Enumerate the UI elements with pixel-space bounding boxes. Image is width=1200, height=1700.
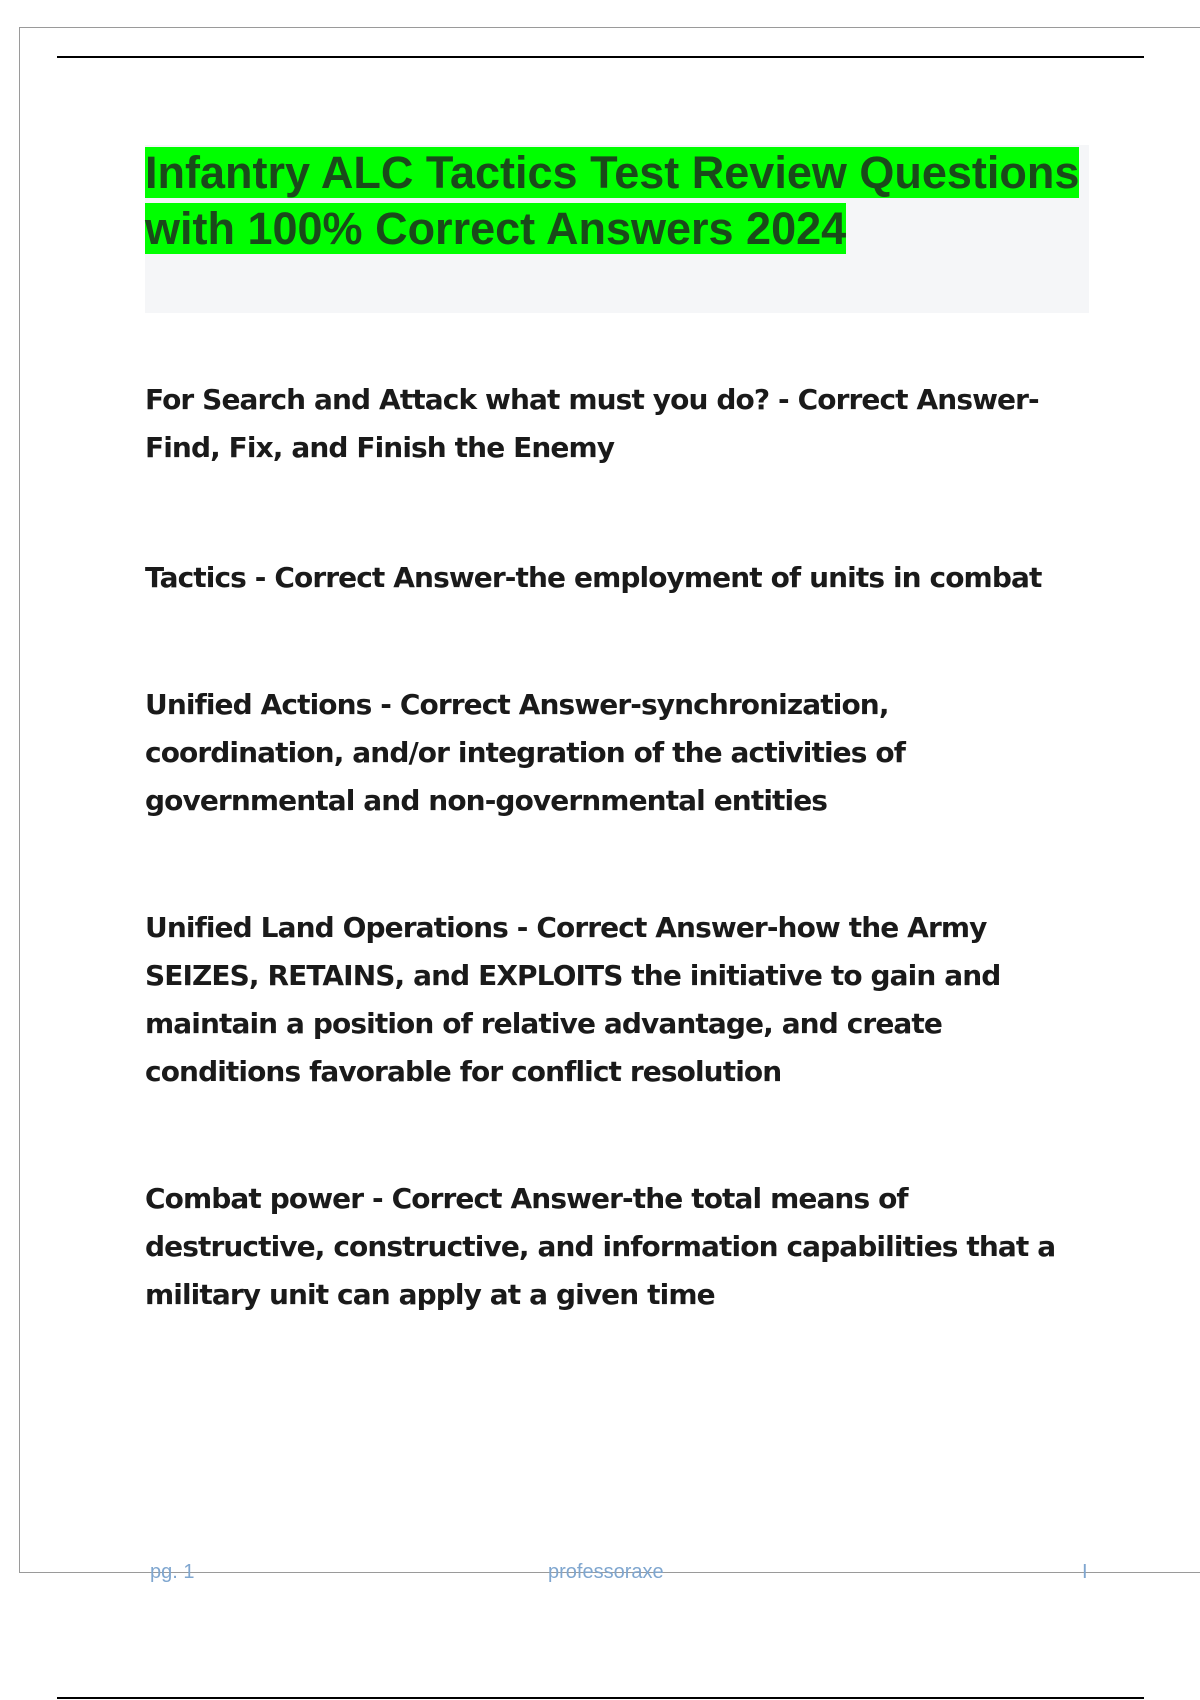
qa-item: Unified Land Operations - Correct Answer-how the Army SEIZES, RETAINS, and EXPLOITS the initiative to gain and maintain a position of relative advantage, and create conditions favorable for conflict resolution [145, 911, 1001, 1088]
document-title-text: Infantry ALC Tactics Test Review Questions with 100% Correct Answers 2024 [145, 147, 1080, 254]
footer-author: professoraxe [548, 1561, 664, 1583]
qa-item: Tactics - Correct Answer-the employment of units in combat [145, 561, 1042, 594]
next-page-header-rule [57, 1697, 1144, 1699]
header-rule [57, 56, 1144, 58]
document-title [145, 145, 1089, 257]
title-block [145, 145, 1089, 313]
footer-page-number: pg. 1 [150, 1561, 195, 1583]
qa-item: For Search and Attack what must you do? - Correct Answer-Find, Fix, and Finish the Enemy [145, 383, 1039, 464]
qa-item: Combat power - Correct Answer-the total means of destructive, constructive, and information capabilities that a military unit can apply at a given time [145, 1182, 1056, 1311]
qa-list [145, 376, 1085, 1319]
footer-mark: I [1082, 1561, 1088, 1583]
qa-item: Unified Actions - Correct Answer-synchronization, coordination, and/or integration of the activities of governmental and non-governmental entities [145, 688, 905, 817]
